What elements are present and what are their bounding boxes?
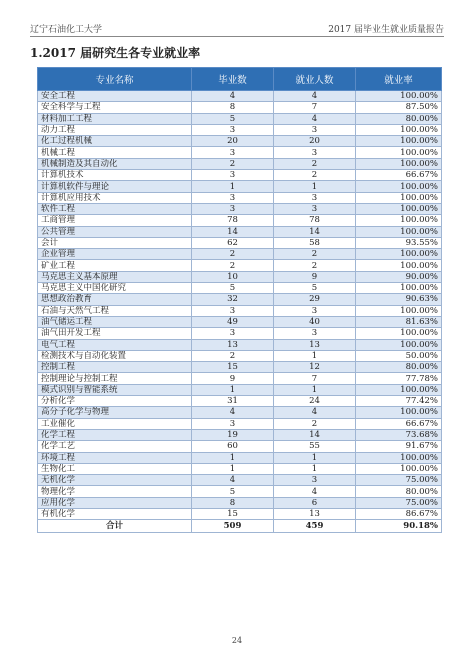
employment-rate: 100.00% xyxy=(356,339,442,350)
major-name: 控制理论与控制工程 xyxy=(38,373,192,384)
table-row xyxy=(38,203,442,214)
column-header-rate: 就业率 xyxy=(356,68,442,91)
table-row xyxy=(38,147,442,158)
employed-count: 14 xyxy=(274,429,356,440)
employed-count: 3 xyxy=(274,475,356,486)
employed-count: 4 xyxy=(274,113,356,124)
employed-count: 1 xyxy=(274,384,356,395)
table-row xyxy=(38,192,442,203)
employed-count: 2 xyxy=(274,418,356,429)
employed-count: 78 xyxy=(274,215,356,226)
table-row xyxy=(38,294,442,305)
major-name: 马克思主义基本原理 xyxy=(38,271,192,282)
major-name: 会计 xyxy=(38,237,192,248)
graduates-count: 3 xyxy=(192,192,274,203)
employment-rate: 100.00% xyxy=(356,158,442,169)
employment-rate: 81.63% xyxy=(356,316,442,327)
major-name: 化工过程机械 xyxy=(38,136,192,147)
graduates-count: 1 xyxy=(192,384,274,395)
major-name: 安全科学与工程 xyxy=(38,102,192,113)
employed-count: 14 xyxy=(274,226,356,237)
graduates-count: 3 xyxy=(192,305,274,316)
major-name: 油气田开发工程 xyxy=(38,328,192,339)
table-row xyxy=(38,396,442,407)
table-row xyxy=(38,362,442,373)
graduates-count: 3 xyxy=(192,203,274,214)
employed-count: 3 xyxy=(274,192,356,203)
graduates-count: 1 xyxy=(192,452,274,463)
employment-rate: 100.00% xyxy=(356,215,442,226)
major-name: 环境工程 xyxy=(38,452,192,463)
page-header xyxy=(30,20,444,37)
major-name: 生物化工 xyxy=(38,463,192,474)
employed-count: 6 xyxy=(274,497,356,508)
graduates-count: 2 xyxy=(192,158,274,169)
employment-rate: 75.00% xyxy=(356,497,442,508)
graduates-count: 31 xyxy=(192,396,274,407)
table-row xyxy=(38,452,442,463)
table-row xyxy=(38,463,442,474)
major-name: 机械工程 xyxy=(38,147,192,158)
employed-count: 55 xyxy=(274,441,356,452)
major-name: 安全工程 xyxy=(38,91,192,102)
graduates-count: 1 xyxy=(192,181,274,192)
employment-rate: 91.67% xyxy=(356,441,442,452)
employment-rate: 100.00% xyxy=(356,124,442,135)
total-label: 合计 xyxy=(38,520,192,533)
employment-rate: 100.00% xyxy=(356,260,442,271)
major-name: 软件工程 xyxy=(38,203,192,214)
major-name: 计算机技术 xyxy=(38,170,192,181)
employed-count: 29 xyxy=(274,294,356,305)
employment-rate: 75.00% xyxy=(356,475,442,486)
major-name: 石油与天然气工程 xyxy=(38,305,192,316)
table-row xyxy=(38,441,442,452)
employed-count: 9 xyxy=(274,271,356,282)
employment-rate: 50.00% xyxy=(356,350,442,361)
major-name: 计算机软件与理论 xyxy=(38,181,192,192)
major-name: 物理化学 xyxy=(38,486,192,497)
employed-count: 3 xyxy=(274,305,356,316)
graduates-count: 4 xyxy=(192,91,274,102)
employed-count: 7 xyxy=(274,102,356,113)
graduates-count: 2 xyxy=(192,350,274,361)
employed-count: 1 xyxy=(274,463,356,474)
employed-count: 3 xyxy=(274,328,356,339)
major-name: 分析化学 xyxy=(38,396,192,407)
table-row xyxy=(38,237,442,248)
table-row xyxy=(38,316,442,327)
graduates-count: 2 xyxy=(192,260,274,271)
graduates-count: 9 xyxy=(192,373,274,384)
graduates-count: 49 xyxy=(192,316,274,327)
table-total-row xyxy=(38,520,442,533)
major-name: 检测技术与自动化装置 xyxy=(38,350,192,361)
column-header-major: 专业名称 xyxy=(38,68,192,91)
major-name: 工商管理 xyxy=(38,215,192,226)
employed-count: 40 xyxy=(274,316,356,327)
major-name: 机械制造及其自动化 xyxy=(38,158,192,169)
major-name: 矿业工程 xyxy=(38,260,192,271)
page-number: 24 xyxy=(231,636,243,645)
employed-count: 58 xyxy=(274,237,356,248)
employment-rate: 86.67% xyxy=(356,508,442,519)
graduates-count: 8 xyxy=(192,497,274,508)
employed-count: 7 xyxy=(274,373,356,384)
employment-rate: 100.00% xyxy=(356,136,442,147)
employment-rate: 100.00% xyxy=(356,463,442,474)
graduates-count: 20 xyxy=(192,136,274,147)
employment-rate: 66.67% xyxy=(356,418,442,429)
graduates-count: 4 xyxy=(192,407,274,418)
employment-rate: 100.00% xyxy=(356,91,442,102)
employed-count: 12 xyxy=(274,362,356,373)
graduates-count: 62 xyxy=(192,237,274,248)
major-name: 动力工程 xyxy=(38,124,192,135)
graduates-count: 14 xyxy=(192,226,274,237)
graduates-count: 5 xyxy=(192,486,274,497)
employment-rate: 90.00% xyxy=(356,271,442,282)
graduates-count: 5 xyxy=(192,113,274,124)
major-name: 应用化学 xyxy=(38,497,192,508)
employment-rate: 93.55% xyxy=(356,237,442,248)
employment-rate: 100.00% xyxy=(356,305,442,316)
employment-rate: 100.00% xyxy=(356,283,442,294)
graduates-count: 4 xyxy=(192,475,274,486)
employment-rate: 100.00% xyxy=(356,384,442,395)
table-row xyxy=(38,283,442,294)
employment-rate: 90.63% xyxy=(356,294,442,305)
graduates-count: 3 xyxy=(192,147,274,158)
major-name: 模式识别与智能系统 xyxy=(38,384,192,395)
major-name: 化学工艺 xyxy=(38,441,192,452)
table-body xyxy=(38,91,442,520)
employment-rate: 80.00% xyxy=(356,362,442,373)
employed-count: 13 xyxy=(274,508,356,519)
employed-count: 1 xyxy=(274,350,356,361)
employed-count: 3 xyxy=(274,203,356,214)
major-name: 计算机应用技术 xyxy=(38,192,192,203)
major-name: 化学工程 xyxy=(38,429,192,440)
table-row xyxy=(38,215,442,226)
employment-rate: 80.00% xyxy=(356,113,442,124)
employment-rate: 100.00% xyxy=(356,226,442,237)
table-row xyxy=(38,497,442,508)
table-row xyxy=(38,102,442,113)
graduates-count: 3 xyxy=(192,418,274,429)
graduates-count: 3 xyxy=(192,328,274,339)
employed-count: 13 xyxy=(274,339,356,350)
column-header-graduates: 毕业数 xyxy=(192,68,274,91)
table-row xyxy=(38,418,442,429)
employment-rate: 100.00% xyxy=(356,249,442,260)
graduates-count: 10 xyxy=(192,271,274,282)
employment-rate: 87.50% xyxy=(356,102,442,113)
graduates-count: 60 xyxy=(192,441,274,452)
table-row xyxy=(38,486,442,497)
major-name: 无机化学 xyxy=(38,475,192,486)
graduates-count: 78 xyxy=(192,215,274,226)
employment-rate: 100.00% xyxy=(356,328,442,339)
major-name: 高分子化学与物理 xyxy=(38,407,192,418)
table-row xyxy=(38,508,442,519)
employment-rate-table xyxy=(37,67,442,533)
employed-count: 2 xyxy=(274,170,356,181)
graduates-count: 13 xyxy=(192,339,274,350)
table-header-row xyxy=(38,68,442,91)
major-name: 马克思主义中国化研究 xyxy=(38,283,192,294)
table-row xyxy=(38,181,442,192)
table-row xyxy=(38,305,442,316)
graduates-count: 3 xyxy=(192,170,274,181)
employed-count: 5 xyxy=(274,283,356,294)
header-report-title: 2017 届毕业生就业质量报告 xyxy=(328,25,444,35)
employment-rate: 100.00% xyxy=(356,407,442,418)
column-header-employed: 就业人数 xyxy=(274,68,356,91)
employment-rate: 80.00% xyxy=(356,486,442,497)
table-row xyxy=(38,158,442,169)
major-name: 思想政治教育 xyxy=(38,294,192,305)
graduates-count: 8 xyxy=(192,102,274,113)
graduates-count: 3 xyxy=(192,124,274,135)
employed-count: 3 xyxy=(274,147,356,158)
table-row xyxy=(38,429,442,440)
graduates-count: 19 xyxy=(192,429,274,440)
graduates-count: 32 xyxy=(192,294,274,305)
major-name: 油气储运工程 xyxy=(38,316,192,327)
table-row xyxy=(38,124,442,135)
employment-rate: 100.00% xyxy=(356,147,442,158)
header-university: 辽宁石油化工大学 xyxy=(30,25,103,35)
major-name: 有机化学 xyxy=(38,508,192,519)
table-row xyxy=(38,384,442,395)
employed-count: 20 xyxy=(274,136,356,147)
major-name: 企业管理 xyxy=(38,249,192,260)
table-row xyxy=(38,226,442,237)
employment-rate: 73.68% xyxy=(356,429,442,440)
employment-rate: 100.00% xyxy=(356,181,442,192)
employed-count: 4 xyxy=(274,407,356,418)
employed-count: 1 xyxy=(274,181,356,192)
employment-rate: 77.42% xyxy=(356,396,442,407)
graduates-count: 15 xyxy=(192,508,274,519)
employed-count: 2 xyxy=(274,249,356,260)
table-row xyxy=(38,170,442,181)
graduates-count: 15 xyxy=(192,362,274,373)
section-title: 1.2017 届研究生各专业就业率 xyxy=(30,46,201,60)
major-name: 控制工程 xyxy=(38,362,192,373)
major-name: 电气工程 xyxy=(38,339,192,350)
table-row xyxy=(38,339,442,350)
employed-count: 2 xyxy=(274,158,356,169)
employed-count: 4 xyxy=(274,486,356,497)
table-row xyxy=(38,260,442,271)
graduates-count: 5 xyxy=(192,283,274,294)
table-row xyxy=(38,350,442,361)
table-row xyxy=(38,373,442,384)
total-employed: 459 xyxy=(274,520,356,533)
table-row xyxy=(38,475,442,486)
employment-rate: 77.78% xyxy=(356,373,442,384)
graduates-count: 2 xyxy=(192,249,274,260)
major-name: 材料加工工程 xyxy=(38,113,192,124)
total-graduates: 509 xyxy=(192,520,274,533)
table-row xyxy=(38,113,442,124)
table-row xyxy=(38,328,442,339)
employed-count: 1 xyxy=(274,452,356,463)
table-row xyxy=(38,249,442,260)
employment-rate: 100.00% xyxy=(356,192,442,203)
major-name: 公共管理 xyxy=(38,226,192,237)
employed-count: 3 xyxy=(274,124,356,135)
employed-count: 4 xyxy=(274,91,356,102)
total-rate: 90.18% xyxy=(356,520,442,533)
employment-rate: 100.00% xyxy=(356,452,442,463)
table-row xyxy=(38,136,442,147)
employment-rate: 100.00% xyxy=(356,203,442,214)
graduates-count: 1 xyxy=(192,463,274,474)
employment-rate: 66.67% xyxy=(356,170,442,181)
major-name: 工业催化 xyxy=(38,418,192,429)
employed-count: 24 xyxy=(274,396,356,407)
employed-count: 2 xyxy=(274,260,356,271)
table-row xyxy=(38,407,442,418)
table-row xyxy=(38,91,442,102)
table-row xyxy=(38,271,442,282)
